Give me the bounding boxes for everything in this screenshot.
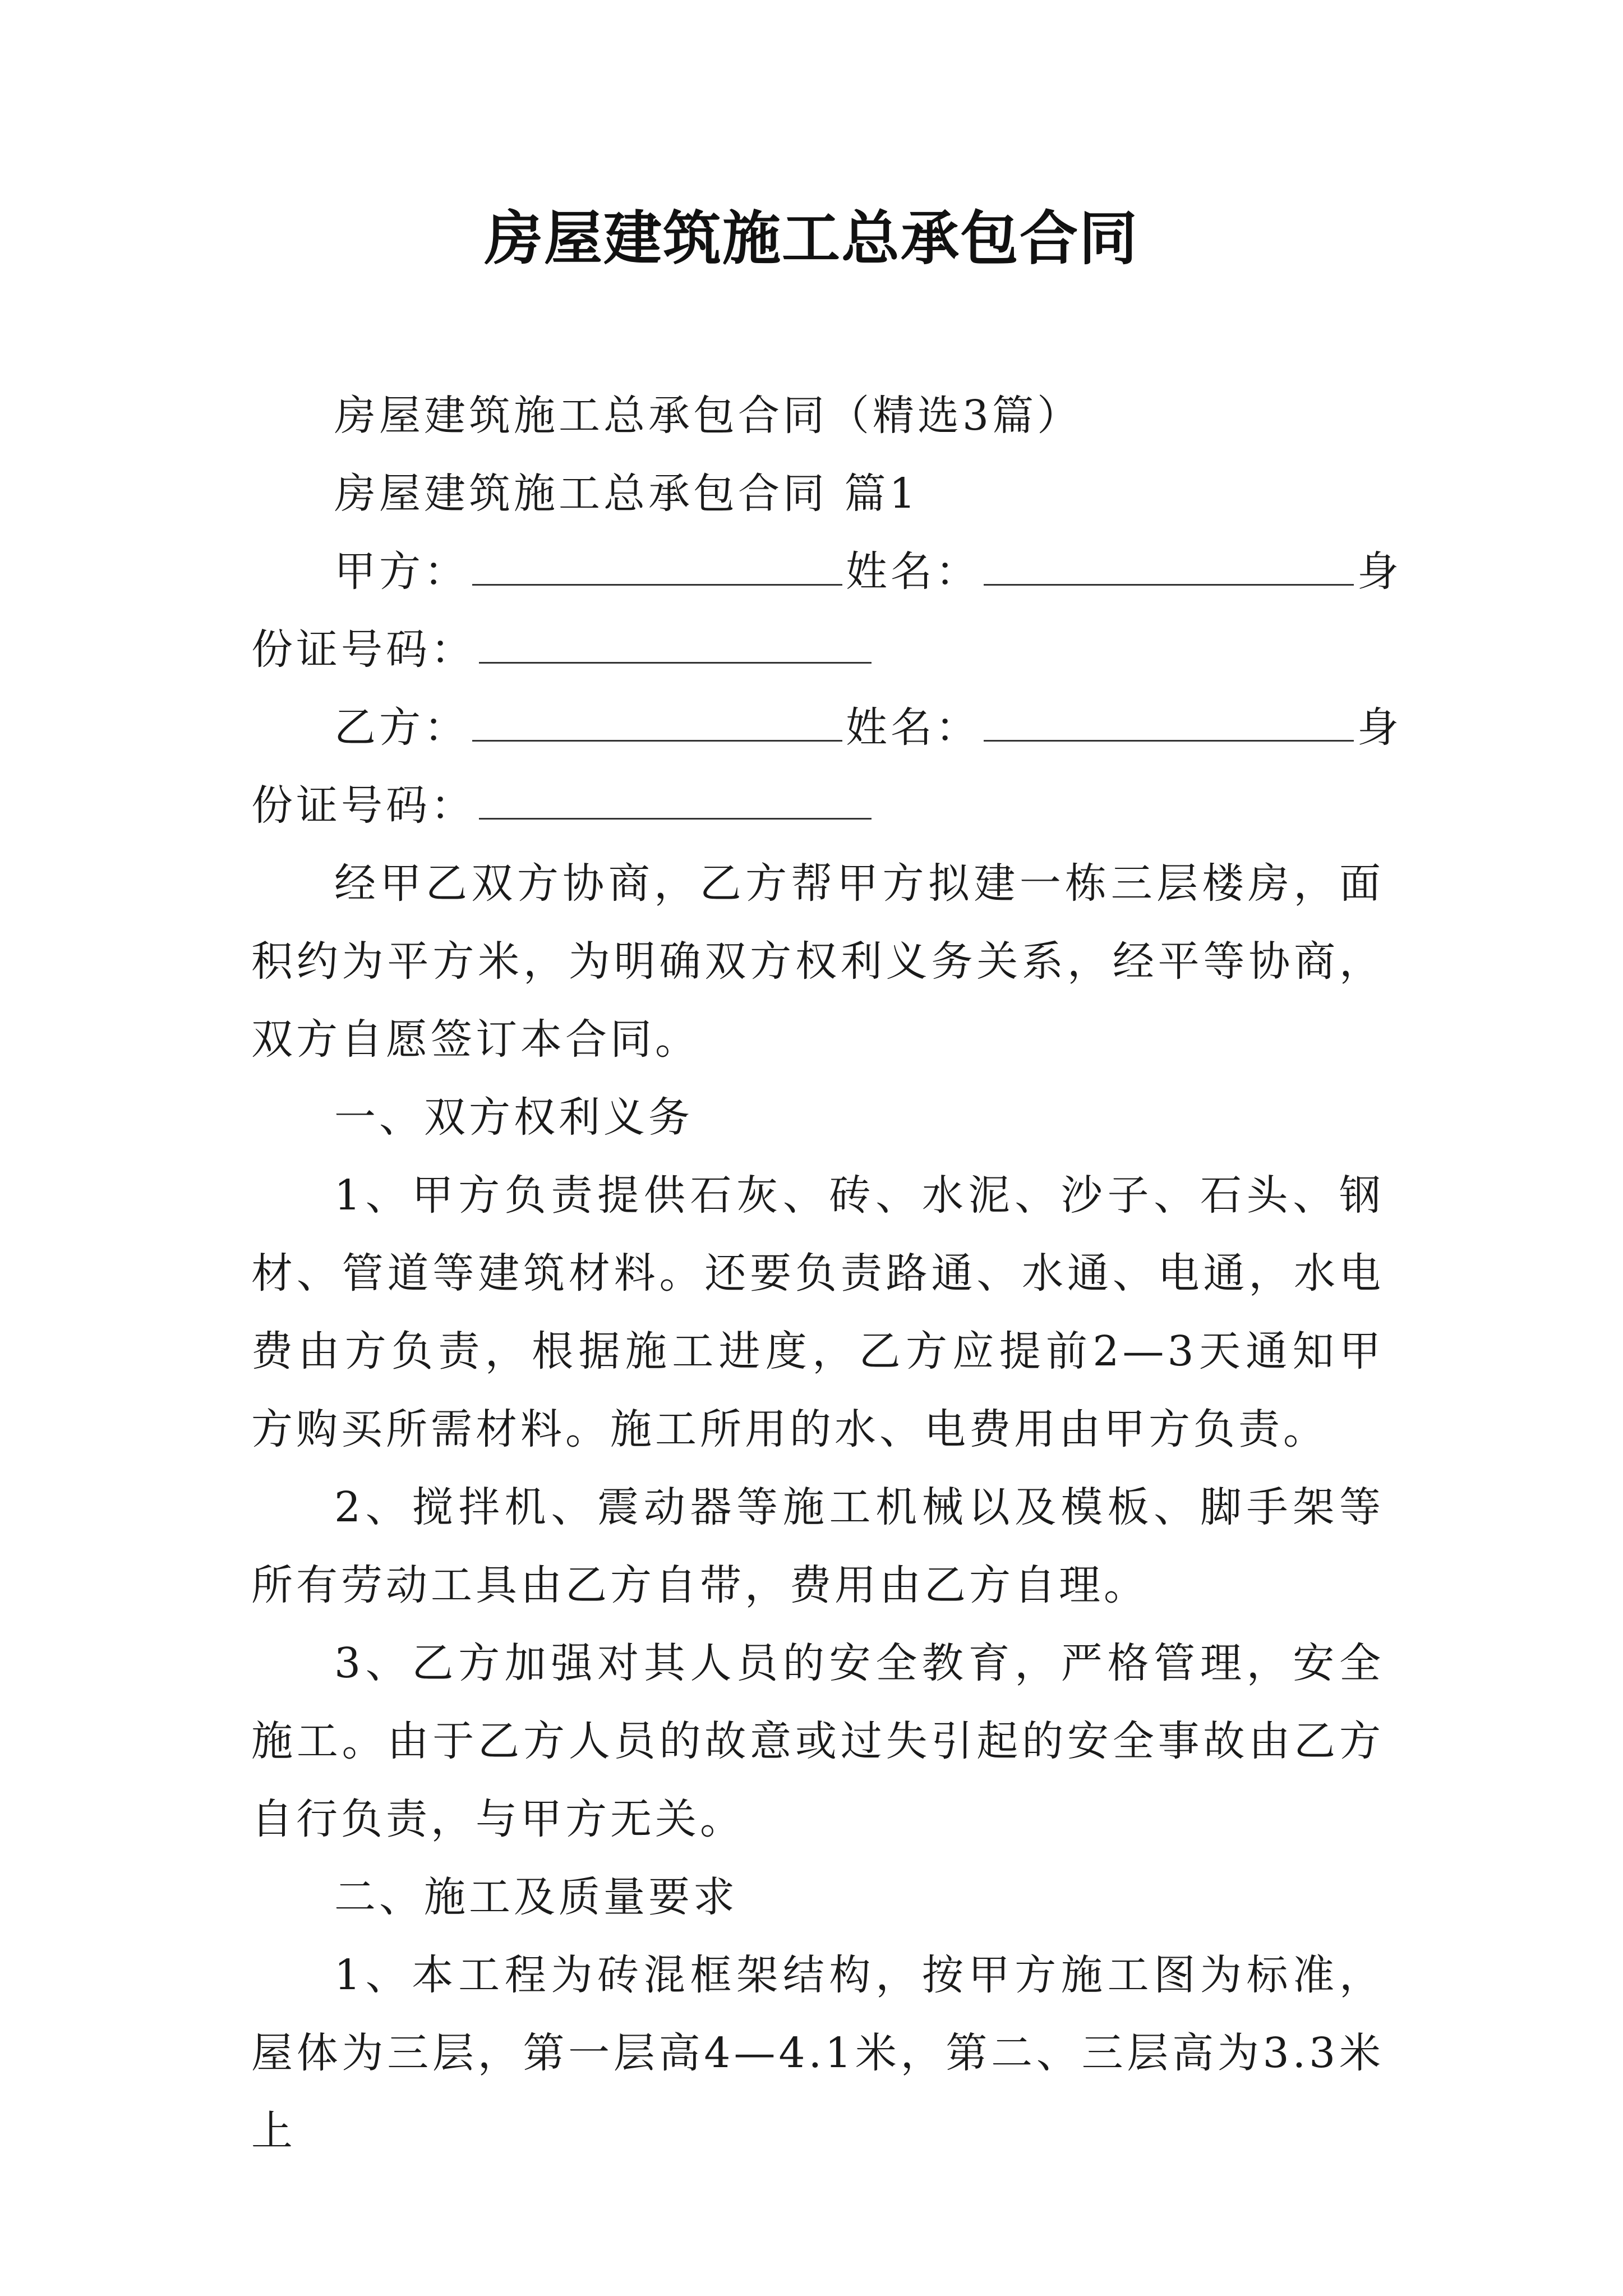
party-b-name-blank [984, 703, 1354, 742]
party-a-id-label-end: 份证号码： [251, 625, 476, 674]
document-body [251, 377, 1402, 2170]
party-a-id-label-start: 身 [1357, 547, 1402, 596]
party-a-name-blank [984, 547, 1354, 586]
intro-paragraph: 经甲乙双方协商，乙方帮甲方拟建一栋三层楼房，面积约为平方米，为明确双方权利义务关系，经平等协商，双方自愿签订本合同。 [251, 859, 1384, 1064]
party-a-blank [472, 547, 842, 586]
section-1-item-2: 2、搅拌机、震动器等施工机械以及模板、脚手架等所有劳动工具由乙方自带，费用由乙方自理。 [251, 1483, 1384, 1609]
section-1-item-1: 1、甲方负责提供石灰、砖、水泥、沙子、石头、钢材、管道等建筑材料。还要负责路通、水通、电通，水电费由方负责，根据施工进度，乙方应提前2—3天通知甲方购买所需材料。施工所用的水、电费用由甲方负责。 [251, 1171, 1384, 1453]
party-b-line [251, 689, 1402, 767]
party-b-id-label-start: 身 [1357, 703, 1402, 752]
party-a-line [251, 533, 1402, 611]
section-1-item-3: 3、乙方加强对其人员的安全教育，严格管理，安全施工。由于乙方人员的故意或过失引起的安全事故由乙方自行负责，与甲方无关。 [251, 1639, 1384, 1843]
subtitle: 房屋建筑施工总承包合同（精选3篇） [334, 392, 1082, 440]
party-b-blank [472, 703, 842, 742]
party-b-id-blank [479, 781, 872, 820]
party-b-id-line [251, 767, 1384, 845]
part-heading: 房屋建筑施工总承包合同 篇1 [334, 470, 919, 518]
party-b-name-label: 姓名： [846, 703, 980, 752]
section-1-heading: 一、双方权利义务 [334, 1093, 693, 1142]
party-a-label: 甲方： [334, 547, 469, 596]
party-a-id-blank [479, 625, 872, 664]
section-2-item-1: 1、本工程为砖混框架结构，按甲方施工图为标准，屋体为三层，第一层高4—4.1米，第二、三层高为3.3米上 [251, 1951, 1384, 2155]
party-b-id-label-end: 份证号码： [251, 781, 476, 830]
section-2-heading: 二、施工及质量要求 [334, 1873, 738, 1921]
document-title: 房屋建筑施工总承包合同 [484, 204, 1138, 273]
party-a-id-line [251, 611, 1384, 689]
party-a-name-label: 姓名： [846, 547, 980, 596]
party-b-label: 乙方： [334, 703, 469, 752]
